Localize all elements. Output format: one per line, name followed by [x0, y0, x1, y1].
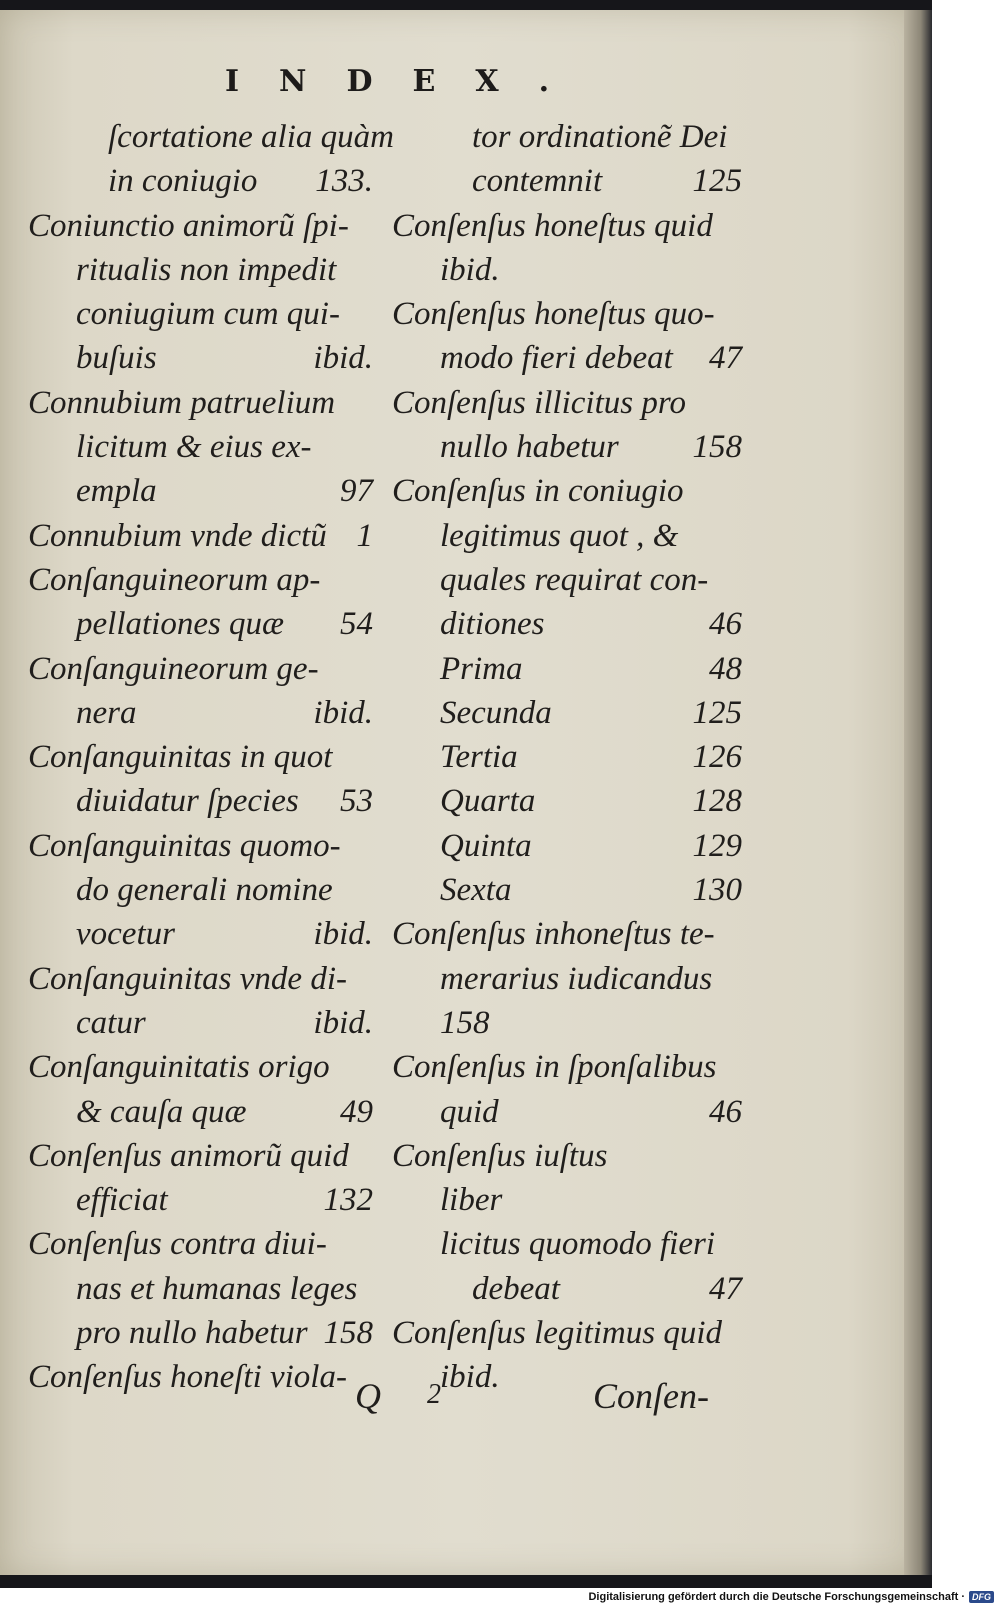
index-entry-line: [392, 381, 742, 425]
index-entry-line: [28, 248, 373, 292]
entry-text: Conſanguinitas vnde di-: [28, 960, 347, 997]
index-entry-line: [28, 159, 373, 203]
entry-text: Conſanguineorum ap-: [28, 561, 321, 598]
index-entry-line: [28, 558, 373, 602]
index-entry-line: [28, 1311, 373, 1355]
entry-text: ibid.: [440, 251, 500, 288]
entry-text: ditiones: [440, 606, 545, 643]
entry-text: Secunda: [440, 694, 552, 731]
entry-page-number: 46: [709, 606, 742, 643]
dfg-logo-icon: DFG: [969, 1591, 994, 1603]
entry-text: Connubium patruelium: [28, 384, 336, 421]
entry-text: coniugium cum qui-: [76, 296, 340, 333]
entry-text: Conſenſus illicitus pro: [392, 384, 686, 421]
index-entry-line: [392, 691, 742, 735]
entry-text: Conſenſus in coniugio: [392, 473, 684, 510]
index-entry-line: [392, 735, 742, 779]
index-entry-line: [28, 336, 373, 380]
entry-page-number: 54: [340, 606, 373, 643]
entry-page-number: 125: [692, 694, 742, 731]
index-entry-line: [28, 1045, 373, 1089]
index-entry-line: [392, 558, 742, 602]
entry-text: buſuis: [76, 340, 157, 377]
entry-page-number: 47: [709, 1270, 742, 1307]
entry-page-number: 130: [692, 872, 742, 909]
index-entry-line: [392, 115, 742, 159]
index-entry-line: [28, 691, 373, 735]
index-entry-line: [392, 425, 742, 469]
entry-text: Conſenſus contra diui-: [28, 1226, 327, 1263]
entry-text: quales requirat con-: [440, 561, 709, 598]
index-entry-line: [392, 868, 742, 912]
credit-text: Digitalisierung gefördert durch die Deutsche Forschungsgemeinschaft ·: [588, 1591, 965, 1603]
index-entry-line: [392, 1267, 742, 1311]
index-entry-line: [392, 1311, 742, 1355]
index-entry-line: [28, 514, 373, 558]
index-entry-line: [392, 514, 742, 558]
entry-text: Connubium vnde dictũ: [28, 517, 327, 554]
entry-page-number: 97: [340, 473, 373, 510]
entry-text: & cauſa quæ: [76, 1093, 247, 1130]
entry-text: Conſenſus legitimus quid: [392, 1315, 722, 1352]
entry-text: empla: [76, 473, 157, 510]
index-entry-line: [28, 115, 394, 159]
index-entry-line: [28, 1178, 373, 1222]
index-entry-line: [28, 425, 373, 469]
entry-text: Coniunctio animorũ ſpi-: [28, 207, 349, 244]
entry-page-number: 158: [323, 1315, 373, 1352]
index-entry-line: [392, 647, 742, 691]
entry-page-number: 49: [340, 1093, 373, 1130]
index-entry-line: [28, 469, 373, 513]
index-entry-line: [28, 1267, 373, 1311]
entry-page-number: 53: [340, 783, 373, 820]
entry-page-number: 133.: [315, 163, 373, 200]
entry-page-number: 46: [709, 1093, 742, 1130]
index-entry-line: [28, 1222, 373, 1266]
entry-text: catur: [76, 1004, 146, 1041]
entry-text: Quinta: [440, 827, 532, 864]
index-entry-line: [392, 1045, 742, 1089]
entry-text: Conſenſus animorũ quid: [28, 1137, 349, 1174]
index-entry-line: [28, 1355, 373, 1399]
entry-text: nas et humanas leges: [76, 1270, 358, 1307]
entry-text: merarius iudicandus: [440, 960, 713, 997]
index-entry-line: [28, 292, 373, 336]
index-entry-line: [28, 824, 373, 868]
index-entry-line: [28, 1090, 373, 1134]
entry-text: Conſanguinitatis origo: [28, 1049, 330, 1086]
entry-text: Tertia: [440, 739, 518, 776]
index-entry-line: [28, 1134, 373, 1178]
entry-text: Conſenſus honeſti viola-: [28, 1359, 347, 1396]
page-edge-shadow: [904, 10, 932, 1575]
index-entry-line: [28, 647, 373, 691]
index-entry-line: [392, 824, 742, 868]
entry-text: debeat: [472, 1270, 560, 1307]
entry-text: 158: [440, 1004, 490, 1041]
index-entry-line: [28, 735, 373, 779]
catchword: Conſen-: [593, 1376, 709, 1416]
entry-page-number: 158: [692, 429, 742, 466]
entry-text: nera: [76, 694, 137, 731]
entry-page-number: 129: [692, 827, 742, 864]
index-column-right: [392, 115, 742, 1400]
index-column-left: [28, 115, 394, 1400]
index-entry-line: [28, 868, 373, 912]
entry-text: Conſenſus inhoneſtus te-: [392, 916, 715, 953]
entry-page-number: 125: [692, 163, 742, 200]
entry-text: nullo habetur: [440, 429, 619, 466]
index-entry-line: [28, 779, 373, 823]
entry-text: in coniugio: [108, 163, 258, 200]
entry-page-number: ibid.: [313, 916, 373, 953]
entry-text: Conſanguinitas quomo-: [28, 827, 341, 864]
entry-text: Conſenſus honeſtus quid: [392, 207, 713, 244]
entry-text: Conſenſus honeſtus quo-: [392, 296, 715, 333]
entry-text: ibid.: [440, 1359, 500, 1396]
entry-page-number: 128: [692, 783, 742, 820]
entry-page-number: 1: [356, 517, 373, 554]
entry-text: ſcortatione alia quàm: [108, 119, 394, 155]
index-entry-line: [392, 912, 742, 956]
entry-text: Quarta: [440, 783, 536, 820]
entry-text: ritualis non impedit: [76, 251, 337, 288]
index-entry-line: [392, 602, 742, 646]
entry-page-number: 132: [323, 1182, 373, 1219]
page-header: INDEX.: [225, 64, 590, 99]
entry-text: legitimus quot , &: [440, 517, 679, 554]
signature-mark: Q: [355, 1376, 381, 1416]
entry-page-number: ibid.: [313, 694, 373, 731]
entry-text: do generali nomine: [76, 872, 333, 909]
entry-text: liber: [440, 1182, 503, 1219]
index-entry-line: [392, 292, 742, 336]
entry-text: vocetur: [76, 916, 175, 953]
index-entry-line: [392, 779, 742, 823]
index-entry-line: [392, 957, 742, 1001]
index-entry-line: [392, 1090, 742, 1134]
entry-page-number: 126: [692, 739, 742, 776]
index-entry-line: [28, 912, 373, 956]
entry-text: diuidatur ſpecies: [76, 783, 299, 820]
entry-text: pellationes quæ: [76, 606, 285, 643]
entry-text: Conſenſus in ſponſalibus: [392, 1049, 717, 1086]
entry-page-number: 47: [709, 340, 742, 377]
index-entry-line: [392, 1178, 742, 1222]
entry-text: contemnit: [472, 163, 603, 200]
index-entry-line: [392, 248, 742, 292]
index-entry-line: [28, 602, 373, 646]
entry-text: efficiat: [76, 1182, 168, 1219]
entry-text: tor ordinationẽ Dei: [472, 119, 728, 155]
entry-text: Conſenſus iuſtus: [392, 1137, 608, 1174]
entry-text: Prima: [440, 650, 523, 687]
signature-number: 2: [427, 1379, 441, 1410]
entry-page-number: 48: [709, 650, 742, 687]
digitization-credit: [588, 1591, 994, 1603]
entry-text: Conſanguineorum ge-: [28, 650, 319, 687]
index-entry-line: [392, 204, 742, 248]
entry-text: pro nullo habetur: [76, 1315, 308, 1352]
index-entry-line: [28, 957, 373, 1001]
index-entry-line: [392, 336, 742, 380]
entry-text: Conſanguinitas in quot: [28, 739, 333, 776]
index-entry-line: [392, 1001, 742, 1045]
index-entry-line: [392, 1222, 742, 1266]
index-entry-line: [392, 159, 742, 203]
index-entry-line: [28, 1001, 373, 1045]
entry-text: modo fieri debeat: [440, 340, 673, 377]
entry-page-number: ibid.: [313, 340, 373, 377]
index-entry-line: [28, 381, 373, 425]
entry-text: licitum & eius ex-: [76, 429, 312, 466]
entry-text: quid: [440, 1093, 499, 1130]
entry-text: licitus quomodo fieri: [440, 1226, 715, 1263]
index-entry-line: [392, 1134, 742, 1178]
entry-page-number: ibid.: [313, 1004, 373, 1041]
index-entry-line: [392, 469, 742, 513]
index-entry-line: [28, 204, 373, 248]
entry-text: Sexta: [440, 872, 512, 909]
